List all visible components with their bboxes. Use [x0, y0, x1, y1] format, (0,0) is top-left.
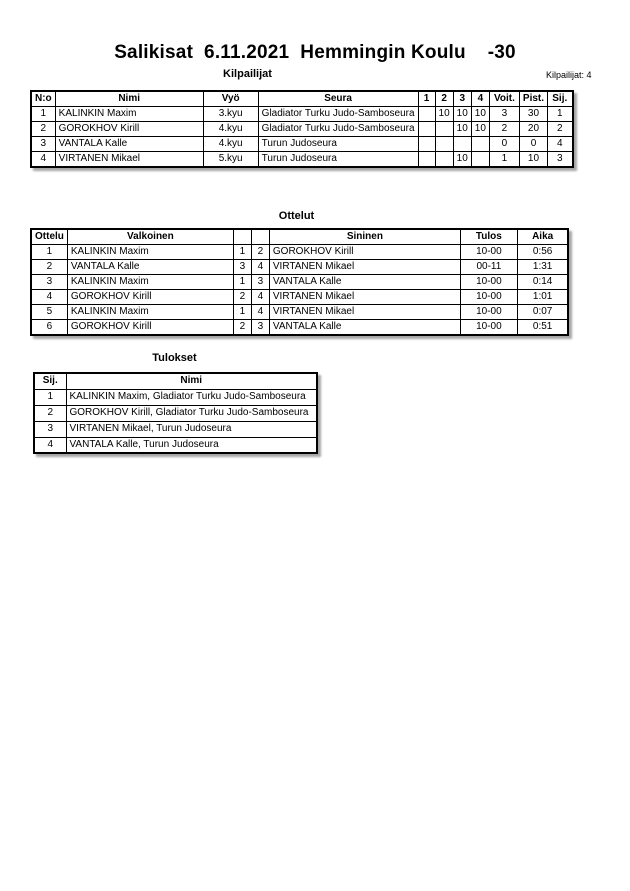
cell-white-no: 2 — [233, 320, 251, 336]
col-white-no — [233, 229, 251, 245]
cell-r4: 10 — [471, 107, 489, 122]
cell-white-no: 2 — [233, 290, 251, 305]
col-wins: Voit. — [489, 91, 519, 107]
col-name: Nimi — [66, 373, 317, 389]
cell-rank: 2 — [548, 122, 573, 137]
cell-white-no: 1 — [233, 245, 251, 260]
cell-name: VIRTANEN Mikael, Turun Judoseura — [66, 421, 317, 437]
col-r1: 1 — [418, 91, 435, 107]
cell-white: GOROKHOV Kirill — [67, 320, 233, 336]
cell-blue: GOROKHOV Kirill — [269, 245, 460, 260]
competitors-header-row — [31, 91, 573, 107]
cell-white-no: 1 — [233, 275, 251, 290]
cell-time: 0:14 — [517, 275, 568, 290]
cell-wins: 0 — [489, 137, 519, 152]
cell-blue: VIRTANEN Mikael — [269, 305, 460, 320]
col-r3: 3 — [453, 91, 471, 107]
matches-table — [30, 228, 569, 336]
cell-club: Turun Judoseura — [258, 137, 418, 152]
cell-name: KALINKIN Maxim, Gladiator Turku Judo-Samboseura — [66, 389, 317, 405]
cell-rank: 1 — [548, 107, 573, 122]
cell-no: 4 — [31, 152, 55, 168]
cell-r1 — [418, 122, 435, 137]
cell-result: 10-00 — [460, 275, 517, 290]
results-header-row — [34, 373, 317, 389]
cell-no: 3 — [31, 137, 55, 152]
cell-match: 6 — [31, 320, 67, 336]
col-blue: Sininen — [269, 229, 460, 245]
cell-white-no: 1 — [233, 305, 251, 320]
table-row — [31, 320, 568, 336]
cell-name: GOROKHOV Kirill — [55, 122, 203, 137]
table-row — [34, 405, 317, 421]
cell-belt: 5.kyu — [203, 152, 258, 168]
page-title: Salikisat 6.11.2021 Hemmingin Koulu -30 — [114, 42, 516, 63]
cell-rank: 3 — [548, 152, 573, 168]
cell-belt: 4.kyu — [203, 122, 258, 137]
cell-match: 4 — [31, 290, 67, 305]
cell-blue: VIRTANEN Mikael — [269, 290, 460, 305]
table-row — [31, 107, 573, 122]
col-name: Nimi — [55, 91, 203, 107]
cell-wins: 2 — [489, 122, 519, 137]
col-no: N:o — [31, 91, 55, 107]
cell-no: 1 — [31, 107, 55, 122]
cell-rank: 1 — [34, 389, 66, 405]
table-row — [34, 437, 317, 453]
table-row — [31, 275, 568, 290]
matches-header-row — [31, 229, 568, 245]
col-belt: Vyö — [203, 91, 258, 107]
cell-name: KALINKIN Maxim — [55, 107, 203, 122]
cell-r3: 10 — [453, 107, 471, 122]
cell-result: 10-00 — [460, 305, 517, 320]
col-match: Ottelu — [31, 229, 67, 245]
cell-belt: 4.kyu — [203, 137, 258, 152]
cell-blue: VANTALA Kalle — [269, 320, 460, 336]
cell-r3: 10 — [453, 152, 471, 168]
competitors-count: Kilpailijat: 4 — [546, 70, 592, 80]
table-row — [31, 245, 568, 260]
cell-time: 0:07 — [517, 305, 568, 320]
table-row — [31, 290, 568, 305]
table-row — [34, 389, 317, 405]
table-row — [31, 305, 568, 320]
cell-r4 — [471, 152, 489, 168]
cell-rank: 3 — [34, 421, 66, 437]
cell-white: KALINKIN Maxim — [67, 275, 233, 290]
col-club: Seura — [258, 91, 418, 107]
cell-points: 30 — [519, 107, 547, 122]
cell-blue-no: 4 — [251, 290, 269, 305]
cell-blue-no: 3 — [251, 320, 269, 336]
cell-blue-no: 4 — [251, 305, 269, 320]
results-table — [33, 372, 318, 454]
cell-white-no: 3 — [233, 260, 251, 275]
cell-r1 — [418, 152, 435, 168]
cell-match: 5 — [31, 305, 67, 320]
cell-name: VANTALA Kalle, Turun Judoseura — [66, 437, 317, 453]
cell-blue-no: 3 — [251, 275, 269, 290]
cell-points: 10 — [519, 152, 547, 168]
cell-no: 2 — [31, 122, 55, 137]
cell-match: 2 — [31, 260, 67, 275]
results-heading: Tulokset — [152, 352, 197, 364]
cell-r2 — [435, 152, 453, 168]
cell-r4 — [471, 137, 489, 152]
cell-wins: 1 — [489, 152, 519, 168]
cell-blue: VANTALA Kalle — [269, 275, 460, 290]
col-blue-no — [251, 229, 269, 245]
cell-r3: 10 — [453, 122, 471, 137]
cell-result: 10-00 — [460, 245, 517, 260]
col-r4: 4 — [471, 91, 489, 107]
cell-white: KALINKIN Maxim — [67, 305, 233, 320]
cell-r1 — [418, 107, 435, 122]
cell-rank: 2 — [34, 405, 66, 421]
col-time: Aika — [517, 229, 568, 245]
competitors-table — [30, 90, 574, 168]
cell-rank: 4 — [548, 137, 573, 152]
cell-r2 — [435, 137, 453, 152]
col-result: Tulos — [460, 229, 517, 245]
competitors-heading: Kilpailijat — [223, 68, 272, 80]
cell-white: KALINKIN Maxim — [67, 245, 233, 260]
table-row — [34, 421, 317, 437]
cell-name: VANTALA Kalle — [55, 137, 203, 152]
cell-time: 1:31 — [517, 260, 568, 275]
cell-white: GOROKHOV Kirill — [67, 290, 233, 305]
cell-points: 0 — [519, 137, 547, 152]
cell-club: Turun Judoseura — [258, 152, 418, 168]
cell-result: 00-11 — [460, 260, 517, 275]
col-rank: Sij. — [34, 373, 66, 389]
cell-r2: 10 — [435, 107, 453, 122]
cell-rank: 4 — [34, 437, 66, 453]
cell-name: GOROKHOV Kirill, Gladiator Turku Judo-Samboseura — [66, 405, 317, 421]
col-points: Pist. — [519, 91, 547, 107]
cell-r2 — [435, 122, 453, 137]
cell-blue: VIRTANEN Mikael — [269, 260, 460, 275]
matches-heading: Ottelut — [278, 210, 315, 222]
cell-name: VIRTANEN Mikael — [55, 152, 203, 168]
col-rank: Sij. — [548, 91, 573, 107]
cell-belt: 3.kyu — [203, 107, 258, 122]
table-row — [31, 122, 573, 137]
cell-match: 3 — [31, 275, 67, 290]
cell-r1 — [418, 137, 435, 152]
cell-result: 10-00 — [460, 320, 517, 336]
cell-time: 1:01 — [517, 290, 568, 305]
cell-blue-no: 4 — [251, 260, 269, 275]
cell-white: VANTALA Kalle — [67, 260, 233, 275]
col-white: Valkoinen — [67, 229, 233, 245]
cell-blue-no: 2 — [251, 245, 269, 260]
cell-club: Gladiator Turku Judo-Samboseura — [258, 107, 418, 122]
col-r2: 2 — [435, 91, 453, 107]
table-row — [31, 260, 568, 275]
cell-r4: 10 — [471, 122, 489, 137]
table-row — [31, 152, 573, 168]
cell-time: 0:51 — [517, 320, 568, 336]
cell-match: 1 — [31, 245, 67, 260]
cell-result: 10-00 — [460, 290, 517, 305]
cell-wins: 3 — [489, 107, 519, 122]
cell-club: Gladiator Turku Judo-Samboseura — [258, 122, 418, 137]
cell-points: 20 — [519, 122, 547, 137]
table-row — [31, 137, 573, 152]
cell-r3 — [453, 137, 471, 152]
cell-time: 0:56 — [517, 245, 568, 260]
